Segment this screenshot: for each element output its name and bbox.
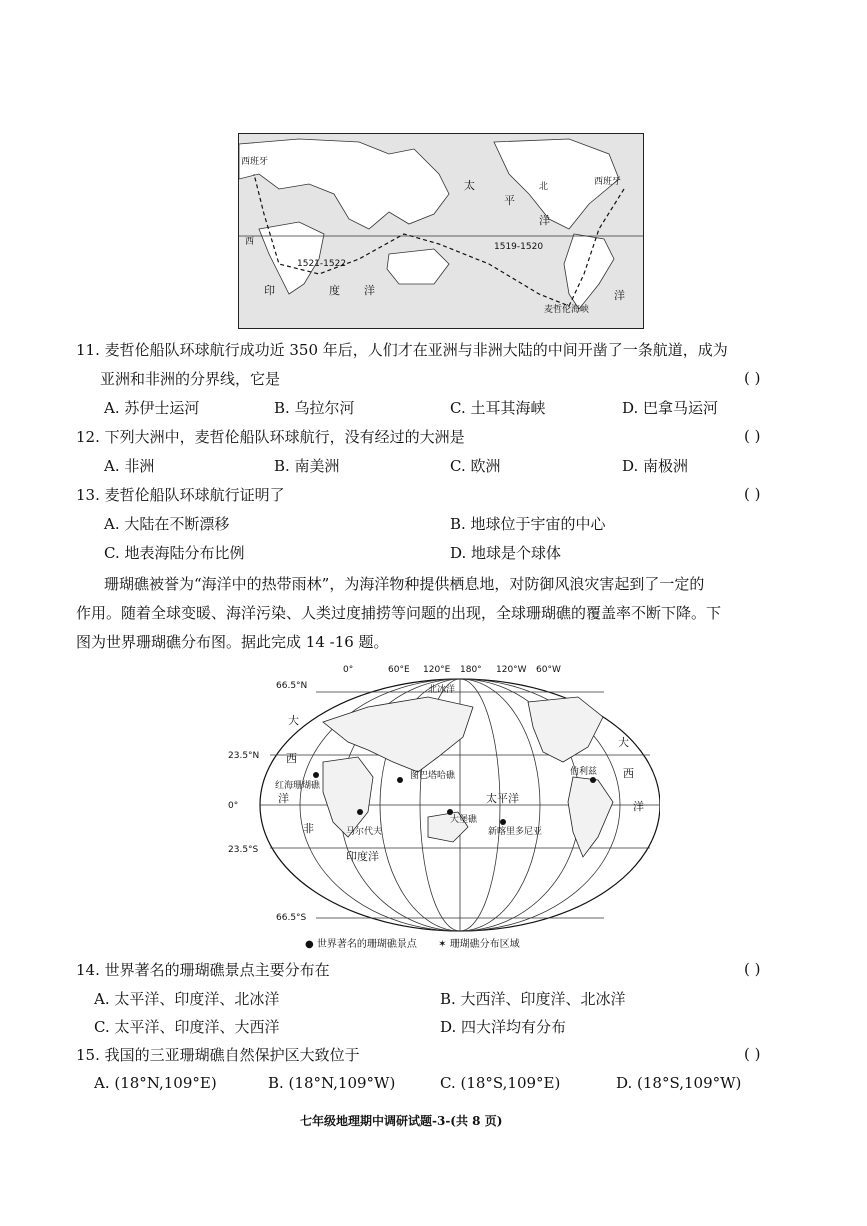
lat-label-235n: 23.5°N (228, 751, 260, 761)
q15-option-b[interactable]: B. (18°N,109°W) (268, 1074, 396, 1092)
passage-line1: 珊瑚礁被誉为“海洋中的热带雨林”，为海洋物种提供栖息地，对防御风浪灾害起到了一定的 (104, 575, 705, 593)
label-africa-w: 非 (303, 822, 314, 835)
coral-reef-map (228, 662, 660, 948)
q14-option-c[interactable]: C. 太平洋、印度洋、大西洋 (94, 1018, 280, 1036)
map1-label-pacific1: 太 (464, 179, 475, 192)
lat-label-665n: 66.5°N (276, 681, 308, 691)
label-atlantic-b: 西 (286, 752, 297, 765)
q12-stem: 12. 下列大洲中，麦哲伦船队环球航行，没有经过的大洲是 (76, 428, 465, 446)
q14-option-a[interactable]: A. 太平洋、印度洋、北冰洋 (94, 990, 280, 1008)
q12-option-a[interactable]: A. 非洲 (104, 457, 155, 475)
q14-option-b[interactable]: B. 大西洋、印度洋、北冰洋 (440, 990, 626, 1008)
magellan-route-map (238, 133, 644, 329)
q11-option-b[interactable]: B. 乌拉尔河 (274, 399, 355, 417)
map1-label-pacific3: 洋 (539, 214, 550, 227)
q15-answer-blank[interactable]: ( ) (744, 1045, 761, 1063)
q13-stem: 13. 麦哲伦船队环球航行证明了 (76, 486, 285, 504)
q15-option-a[interactable]: A. (18°N,109°E) (94, 1074, 217, 1092)
label-philippines: 图巴塔哈礁 (410, 771, 456, 781)
q13-option-d[interactable]: D. 地球是个球体 (450, 544, 562, 562)
label-belize: 伯利兹 (570, 767, 598, 777)
label-atlantic-a: 大 (288, 714, 299, 727)
q11-option-a[interactable]: A. 苏伊士运河 (104, 399, 200, 417)
lat-label-665s: 66.5°S (276, 913, 307, 923)
label-atlantic-m: 西 (623, 767, 634, 780)
label-maldives: 马尔代夫 (346, 827, 383, 837)
passage-line3: 图为世界珊瑚礁分布图。据此完成 14 -16 题。 (76, 633, 389, 651)
passage-line2: 作用。随着全球变暖、海洋污染、人类过度捕捞等问题的出现，全球珊瑚礁的覆盖率不断下降。下 (76, 604, 722, 622)
lon-label-180: 180° (460, 665, 482, 675)
q13-option-a[interactable]: A. 大陆在不断漂移 (104, 515, 230, 533)
q14-stem: 14. 世界著名的珊瑚礁景点主要分布在 (76, 961, 330, 979)
legend-area-label: 珊瑚礁分布区域 (449, 939, 520, 950)
map1-label-spain2: 西班牙 (594, 177, 622, 187)
map1-label-spain: 西班牙 (241, 157, 269, 167)
label-red-sea: 红海珊瑚礁 (275, 781, 321, 791)
lat-label-0: 0° (228, 801, 239, 811)
label-new-cal: 新喀里多尼亚 (488, 827, 543, 837)
q14-answer-blank[interactable]: ( ) (744, 960, 761, 978)
map1-label-indian3: 洋 (364, 284, 375, 297)
q15-stem: 15. 我国的三亚珊瑚礁自然保护区大致位于 (76, 1046, 360, 1064)
q13-answer-blank[interactable]: ( ) (744, 485, 761, 503)
label-atlantic-n: 洋 (633, 800, 644, 813)
q13-option-c[interactable]: C. 地表海陆分布比例 (104, 544, 245, 562)
q11-option-d[interactable]: D. 巴拿马运河 (622, 399, 719, 417)
q11-stem-line1: 11. 麦哲伦船队环球航行成功近 350 年后，人们才在亚洲与非洲大陆的中间开凿了一条航道，成为 (76, 341, 728, 359)
map1-label-indian2: 度 (329, 284, 340, 297)
map1-label-line: 1519-1520 (494, 242, 544, 252)
q15-option-c[interactable]: C. (18°S,109°E) (440, 1074, 561, 1092)
q11-option-c[interactable]: C. 土耳其海峡 (450, 399, 546, 417)
map1-label-cape: 麦哲伦海峡 (544, 305, 590, 315)
map1-label-ocean: 洋 (614, 289, 625, 302)
q11-answer-blank[interactable]: ( ) (744, 369, 761, 387)
lon-label-0: 0° (343, 665, 354, 675)
q13-option-b[interactable]: B. 地球位于宇宙的中心 (450, 515, 606, 533)
lon-label-60w: 60°W (536, 665, 561, 675)
legend-dot-icon: ● (305, 939, 314, 950)
legend-point-label: 世界著名的珊瑚礁景点 (316, 939, 417, 950)
coral-map-svg (228, 662, 660, 948)
map1-label-pacific2: 平 (504, 194, 515, 207)
q14-option-d[interactable]: D. 四大洋均有分布 (440, 1018, 567, 1036)
q12-option-b[interactable]: B. 南美洲 (274, 457, 340, 475)
label-indian: 印度洋 (346, 850, 379, 863)
q11-stem-line2: 亚洲和非洲的分界线，它是 (100, 370, 281, 388)
map1-label-indian: 印 (264, 284, 275, 297)
legend-reef-icon: ✶ (438, 939, 447, 950)
magellan-map-svg (239, 134, 643, 328)
map-legend (305, 935, 520, 950)
map1-label-year: 1521-1522 (297, 259, 347, 269)
label-atlantic-c: 洋 (278, 792, 289, 805)
map1-label-west: 西 (245, 237, 255, 247)
q12-answer-blank[interactable]: ( ) (744, 427, 761, 445)
q15-option-d[interactable]: D. (18°S,109°W) (616, 1074, 742, 1092)
q12-option-d[interactable]: D. 南极洲 (622, 457, 689, 475)
map1-label-north: 北 (539, 182, 549, 192)
label-atlantic-l: 大 (618, 736, 629, 749)
lon-label-60e: 60°E (388, 665, 410, 675)
lat-label-235s: 23.5°S (228, 845, 259, 855)
q12-option-c[interactable]: C. 欧洲 (450, 457, 501, 475)
label-gbr: 大堡礁 (450, 815, 478, 825)
lon-label-120e: 120°E (423, 665, 451, 675)
lon-label-120w: 120°W (496, 665, 527, 675)
page-footer: 七年级地理期中调研试题-3-(共 8 页) (300, 1114, 503, 1128)
label-pacific: 太平洋 (486, 792, 519, 805)
label-arctic: 北冰洋 (428, 685, 456, 695)
